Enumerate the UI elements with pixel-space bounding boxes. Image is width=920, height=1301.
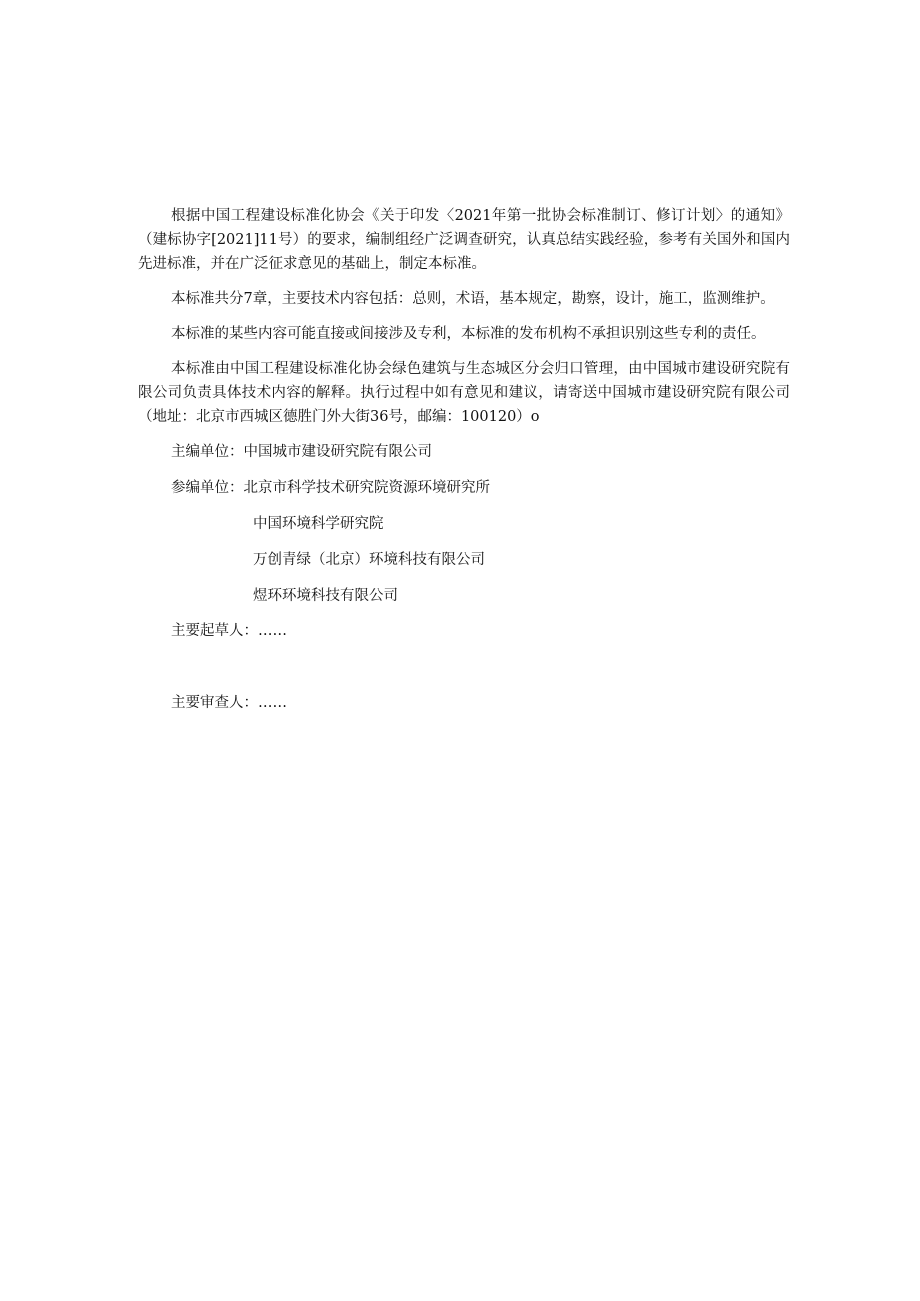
participating-units-label: 参编单位：: [171, 480, 244, 496]
chief-unit-row: [138, 440, 790, 464]
reviewers-row: [138, 691, 790, 715]
participating-unit-item: 煜环环境科技有限公司: [253, 588, 398, 604]
drafters-row: [138, 619, 790, 643]
drafters-value: ……: [258, 623, 287, 639]
participating-unit-item: 中国环境科学研究院: [253, 516, 384, 532]
preface-content: [138, 204, 790, 715]
chief-unit-value: 中国城市建设研究院有限公司: [243, 444, 432, 460]
preface-paragraph-basis: 根据中国工程建设标准化协会《关于印发〈2021年第一批协会标准制订、修订计划〉的通知》（建标协字[2021]11号）的要求，编制组经广泛调查研究，认真总结实践经验，参考有关国外和国内先进标准，并在广泛征求意见的基础上，制定本标准。: [138, 208, 790, 272]
participating-unit-item: 万创青绿（北京）环境科技有限公司: [253, 552, 485, 568]
preface-paragraph-patent: 本标准的某些内容可能直接或间接涉及专利，本标准的发布机构不承担识别这些专利的责任。: [171, 326, 766, 342]
reviewers-label: 主要审查人：: [171, 695, 258, 711]
participating-units-row: [138, 476, 790, 500]
participating-unit-item: 北京市科学技术研究院资源环境研究所: [243, 480, 490, 496]
drafters-label: 主要起草人：: [171, 623, 258, 639]
preface-paragraph-management: 本标准由中国工程建设标准化协会绿色建筑与生态城区分会归口管理，由中国城市建设研究院有限公司负责具体技术内容的解释。执行过程中如有意见和建议，请寄送中国城市建设研究院有限公司（地址：北京市西城区德胜门外大街36号，邮编：100120）o: [138, 361, 790, 425]
preface-paragraph-chapters: 本标准共分7章，主要技术内容包括：总则，术语，基本规定，勘察，设计，施工，监测维护。: [171, 291, 775, 307]
reviewers-value: ……: [258, 695, 287, 711]
chief-unit-label: 主编单位：: [171, 444, 244, 460]
